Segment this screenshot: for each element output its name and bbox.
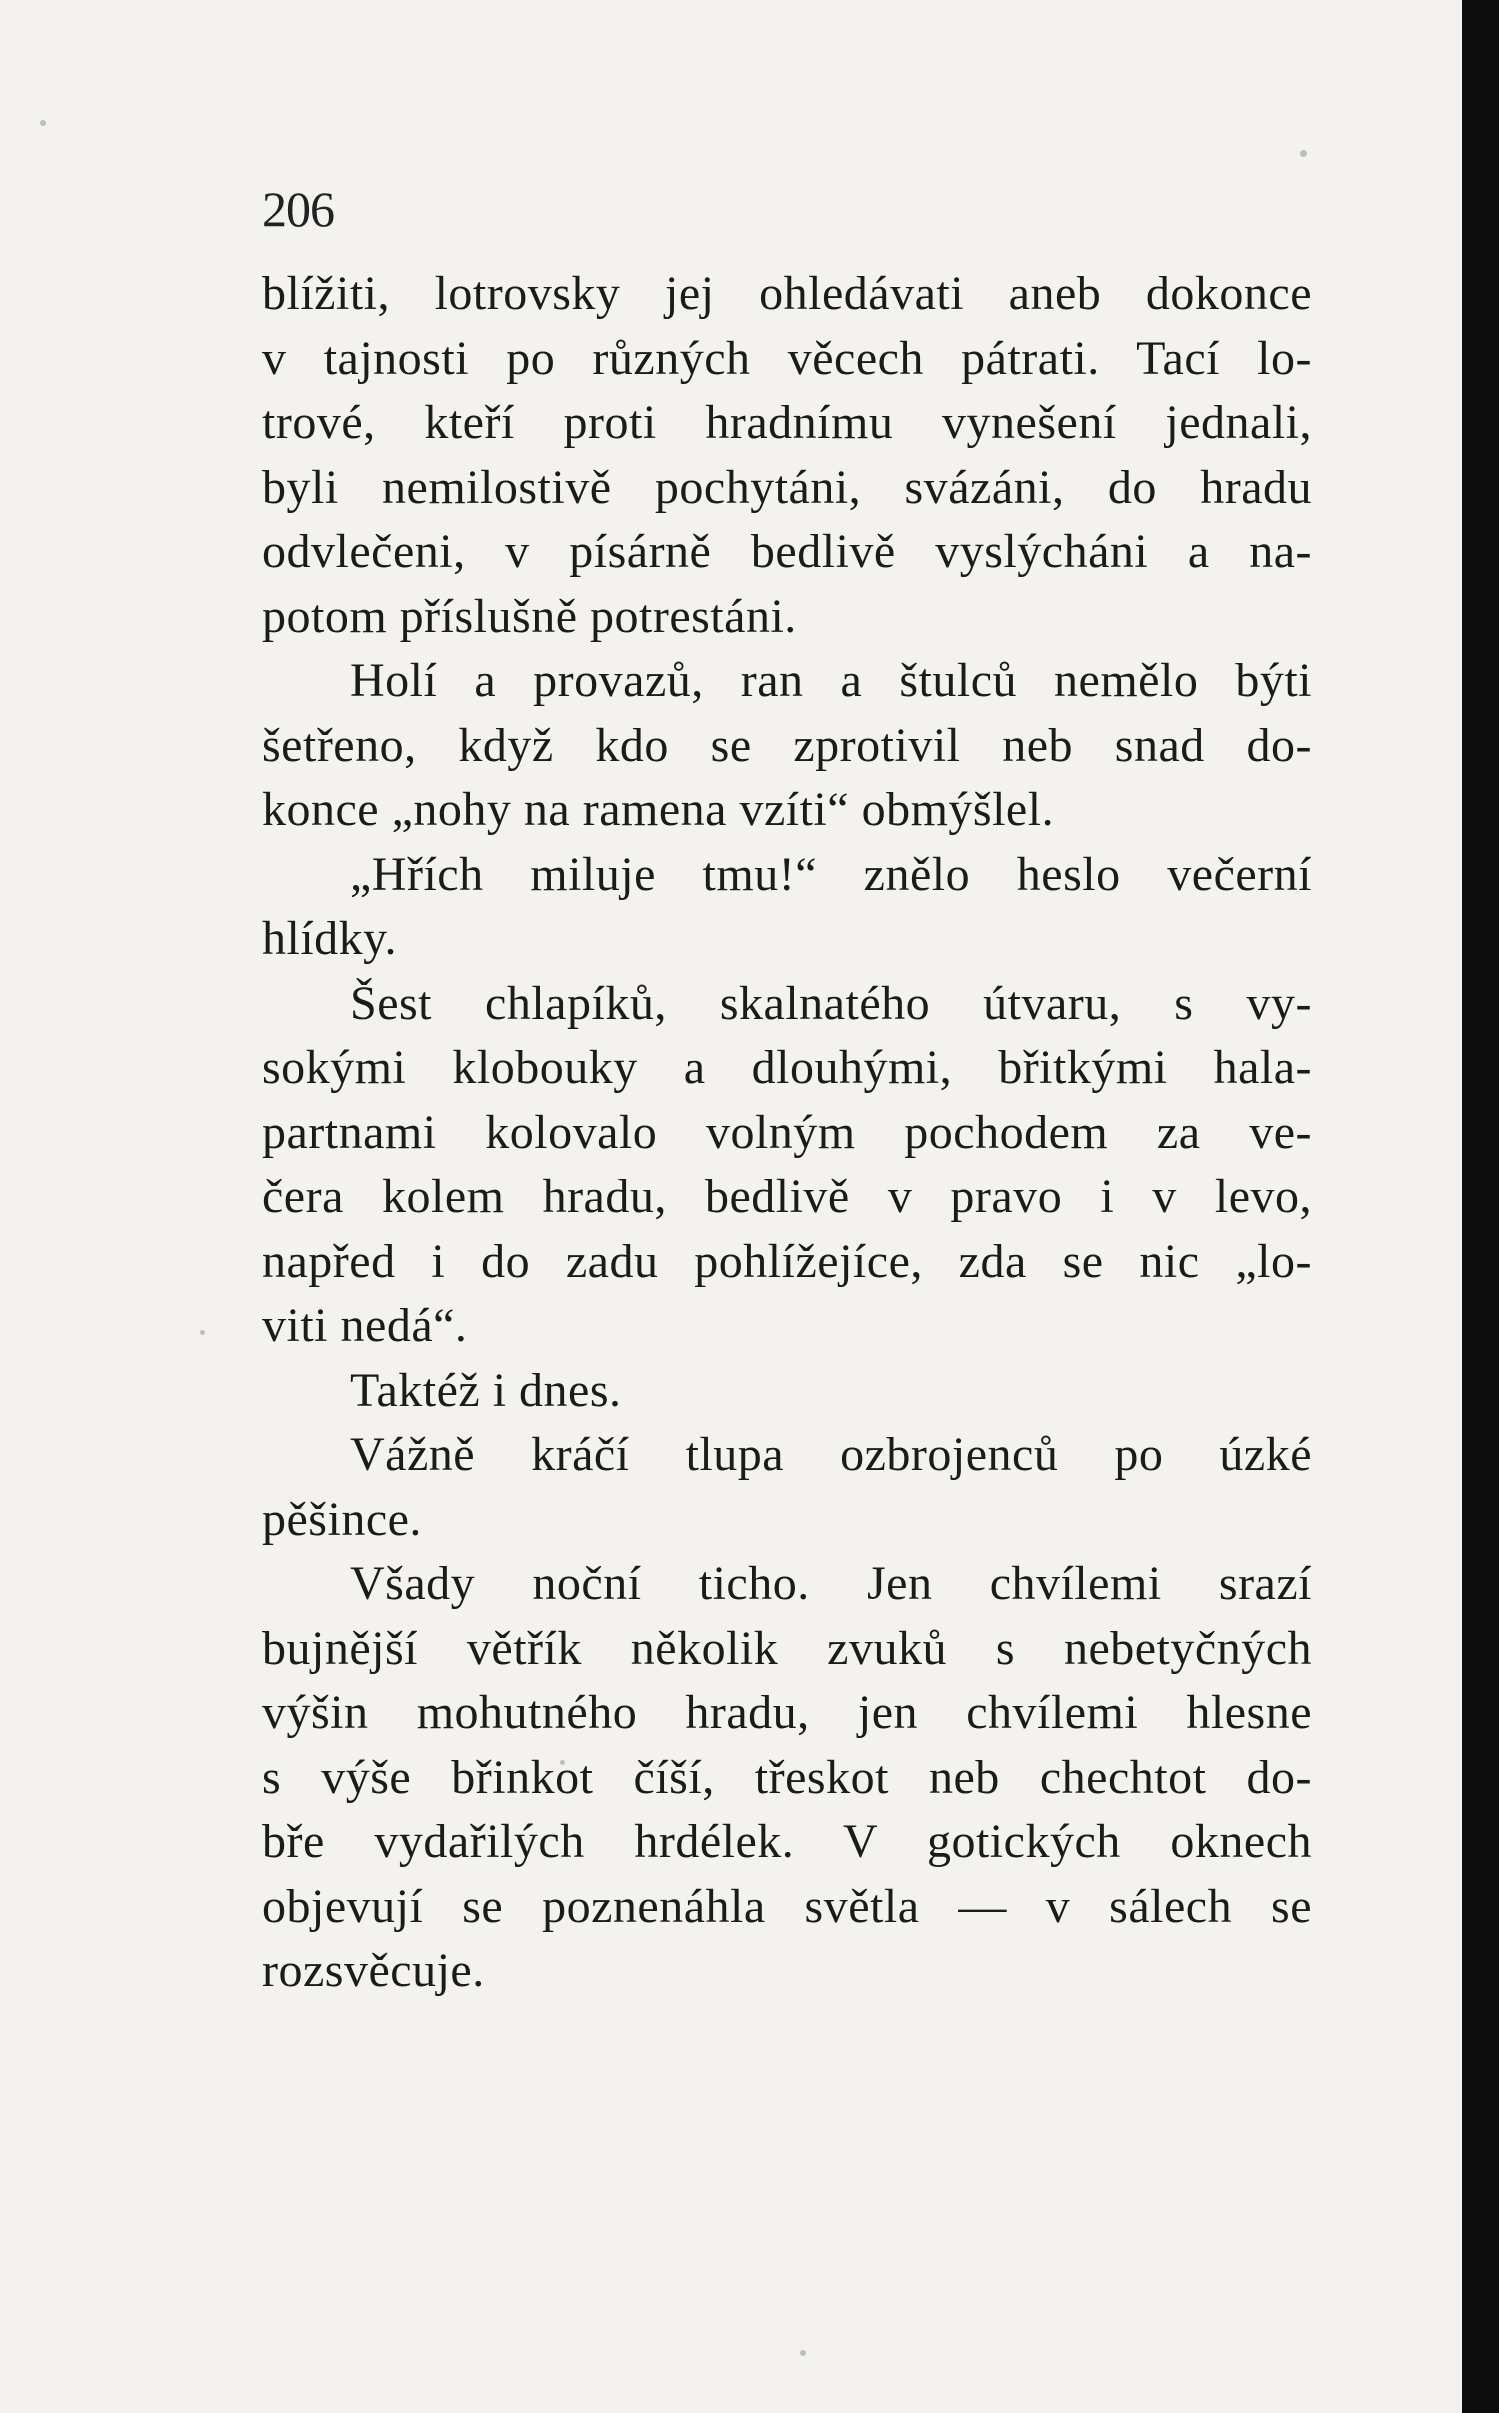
text-line: bře vydařilých hrdélek. V gotických oknech [262, 1815, 1312, 1868]
text-line: pěšince. [262, 1492, 422, 1546]
print-speck [1300, 150, 1307, 157]
text-line: s výše břinkot číší, třeskot neb chechtot do- [262, 1750, 1312, 1804]
text-line: „Hřích miluje tmu!“ znělo heslo večerní [350, 847, 1312, 901]
text-line: v tajnosti po různých věcech pátrati. Tací lo- [262, 331, 1312, 385]
text-line: partnami kolovalo volným pochodem za ve- [262, 1105, 1312, 1159]
text-line: čera kolem hradu, bedlivě v pravo i v levo, [262, 1170, 1312, 1223]
text-line: trové, kteří proti hradnímu vynešení jednali, [262, 396, 1312, 449]
text-line: Šest chlapíků, skalnatého útvaru, s vy- [350, 976, 1312, 1030]
text-line: blížiti, lotrovsky jej ohledávati aneb dokonce [262, 267, 1312, 320]
text-line: Taktéž i dnes. [350, 1363, 622, 1417]
text-line: konce „nohy na ramena vzíti“ obmýšlel. [262, 783, 1055, 836]
text-line: objevují se poznenáhla světla — v sálech se [262, 1879, 1312, 1933]
text-line: potom příslušně potrestáni. [262, 589, 797, 643]
body-text [262, 262, 1312, 2004]
text-line: Vážně kráčí tlupa ozbrojenců po úzké [350, 1428, 1312, 1481]
print-speck [40, 120, 46, 126]
text-line: šetřeno, když kdo se zprotivil neb snad do- [262, 718, 1312, 772]
text-line: byli nemilostivě pochytáni, svázáni, do hradu [262, 460, 1312, 514]
print-speck [200, 1330, 205, 1335]
text-line: bujnější větřík několik zvuků s nebetyčných [262, 1621, 1312, 1675]
page-number: 206 [262, 181, 334, 237]
text-line: Všady noční ticho. Jen chvílemi srazí [350, 1557, 1312, 1610]
text-line: hlídky. [262, 912, 398, 965]
text-line: rozsvěcuje. [262, 1944, 485, 1997]
text-line: odvlečeni, v písárně bedlivě vyslýcháni a na- [262, 525, 1312, 578]
text-line: sokými klobouky a dlouhými, břitkými hala- [262, 1041, 1312, 1094]
print-speck [800, 2350, 806, 2356]
text-line: výšin mohutného hradu, jen chvílemi hlesne [262, 1686, 1312, 1739]
text-line: napřed i do zadu pohlížejíce, zda se nic „lo- [262, 1234, 1312, 1288]
text-line: viti nedá“. [262, 1299, 468, 1352]
text-line: Holí a provazů, ran a štulců nemělo býti [350, 654, 1312, 707]
scan-edge [1462, 0, 1499, 2413]
